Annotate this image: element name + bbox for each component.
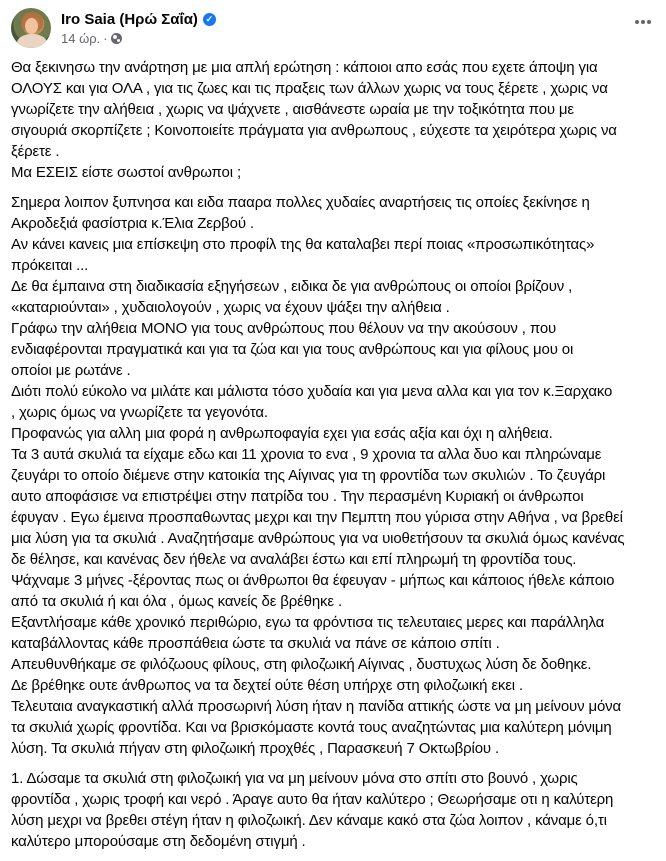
post-meta: [61, 31, 122, 46]
post-text-line: οποίοι με ρωτάνε .: [11, 362, 131, 379]
author-row: [61, 11, 216, 28]
post-text-line: ΟΛΟΥΣ και για ΟΛΑ , για τις ζωες και τις πραξεις των άλλων χωρις να τους ξέρετε , χωρις να: [11, 80, 608, 97]
post-text-line: Ακροδεξιά φασίστρια κ.Έλια Ζερβού .: [11, 215, 254, 232]
post-body: [11, 57, 659, 861]
post-paragraph: [11, 192, 659, 759]
post-header: [11, 8, 651, 50]
post-text-line: Ψάχναμε 3 μήνες -ξέροντας πως οι άνθρωποι θα έφευγαν - μήπως και κάποιος ήθελε κάποιο: [11, 572, 615, 589]
verified-badge-icon: ✓: [203, 13, 216, 26]
post-text-line: Αν κάνει κανεις μια επίσκεψη στο προφίλ της θα καταλαβει περί ποιας «προσωπικότητας»: [11, 236, 595, 253]
more-options-icon[interactable]: [635, 20, 651, 24]
more-dot: [635, 20, 639, 24]
post-text-line: Θα ξεκινησω την ανάρτηση με μια απλή ερώτηση : κάποιοι απο εσάς που εχετε άποψη για: [11, 59, 598, 76]
avatar-body: [17, 34, 47, 48]
post-text-line: λύση μεχρι να βρεθει στέγη ήταν η φιλοζωική. Δεν κάναμε κακό στα ζώα λοιπον , κάναμε ό,τι: [11, 812, 607, 829]
post-paragraph: [11, 57, 659, 183]
post-text-line: γνωρίζετε την αλήθεια , χωρις να ψάχνετε , αισθάνεστε ωραία με την τοξικότητα που με: [11, 101, 574, 118]
post-text-line: ξέρετε .: [11, 143, 60, 160]
more-dot: [641, 20, 645, 24]
post-text-line: Δε θα έμπαινα στη διαδικασία εξηγήσεων , ειδικα δε για ανθρώπους οι οποίοι βρίζουν ,: [11, 278, 573, 295]
post-text-line: μια λύση για τα σκυλιά . Αναζητήσαμε ανθρώπους για να υιοθετήσουν τα σκυλιά όμως κανένας: [11, 530, 625, 547]
post-text-line: καλύτερο μπορούσαμε στη δεδομένη στιγμή .: [11, 833, 306, 850]
post-text-line: «καταριούνται» , χυδαιολογούν , χωρις να έχουν ψάξει την αλήθεια .: [11, 299, 450, 316]
globe-icon[interactable]: [111, 33, 122, 44]
post-text-line: Μα ΕΣΕΙΣ είστε σωστοί ανθρωποι ;: [11, 164, 241, 181]
author-avatar[interactable]: [11, 8, 51, 48]
post-text-line: καταβάλλοντας κάθε προσπάθεια ώστε τα σκυλιά να πάνε σε κάποιο σπίτι .: [11, 635, 500, 652]
post-text-line: Τελευταια αναγκαστική αλλά προσωρινή λύση ήταν η πανίδα αττικής ώστε να μη μείνουν μόνα: [11, 698, 622, 715]
post-text-line: 1. Δώσαμε τα σκυλιά στη φιλοζωική για να μη μείνουν μόνα στο σπίτι στο βουνό , χωρις: [11, 770, 578, 787]
post-text-line: Διότι πολύ εύκολο να μιλάτε και μάλιστα τόσο χυδαία και για μενα αλλα και για τον κ.Ξαρχακο: [11, 383, 613, 400]
meta-separator: ·: [103, 31, 108, 46]
post-timestamp[interactable]: 14 ώρ.: [61, 31, 101, 46]
post-text-line: Γράφω την αλήθεια ΜΟΝΟ για τους ανθρώπους που θέλουν να την ακούσουν , που: [11, 320, 557, 337]
post-text-line: αυτο αποφάσισε να επιστρέψει στην πατρίδα του . Την περασμένη Κυριακή οι άνθρωποι: [11, 488, 584, 505]
author-name[interactable]: Iro Saia (Ηρώ Σαΐα): [61, 11, 198, 28]
post-text-line: έφυγαν . Εγω έμεινα προσπαθωντας μεχρι και την Πεμπτη που γύρισα στην Αθήνα , να βρεθεί: [11, 509, 623, 526]
post-paragraph: [11, 768, 659, 852]
post-text-line: φροντίδα , χωρις τροφή και νερό . Άραγε αυτο θα ήταν καλύτερο ; Θεωρήσαμε οτι η καλύτερη: [11, 791, 614, 808]
post-text-line: τα σκυλιά χωρίς φροντίδα. Και να βρισκόμαστε κοντά τους αναζητώντας μια καλύτερη μόνιμη: [11, 719, 612, 736]
post-text-line: , χωρις όμως να γνωρίζετε τα γεγονότα.: [11, 404, 268, 421]
post-text-line: Τα 3 αυτά σκυλιά τα είχαμε εδω και 11 χρονια το ενα , 9 χρονια τα αλλα δυο και πληρώναμε: [11, 446, 602, 463]
post-text-line: ζευγάρι το οποίο διέμενε στην κατοικία της Αίγινας για τη φροντίδα των σκυλιών . Το ζευγάρι: [11, 467, 606, 484]
post-text-line: Εξαντλήσαμε κάθε χρονικό περιθώριο, εγω τα φρόντισα τις τελευταιες μερες και παράλληλα: [11, 614, 605, 631]
more-dot: [647, 20, 651, 24]
post-text-line: Απευθυνθήκαμε σε φιλόζωους φίλους, στη φιλοζωική Αίγινας , δυστυχως λύση δε δοθηκε.: [11, 656, 592, 673]
post-text-line: ενδιαφέρονται πραγματικά και για τα ζώα και για τους ανθρώπους και για φίλους μου οι: [11, 341, 574, 358]
post-text-line: από τα σκυλιά ή και όλα , όμως κανείς δε βρέθηκε .: [11, 593, 342, 610]
post-text-line: λύση. Τα σκυλιά πήγαν στη φιλοζωική προχθές , Παρασκευή 7 Οκτωβρίου .: [11, 740, 500, 757]
post-text-line: Σημερα λοιπον ξυπνησα και ειδα πααρα πολλες χυδαίες αναρτήσεις τις οποίες ξεκίνησε η: [11, 194, 590, 211]
post-text-line: σιγουριά σκορπίζετε ; Κοινοποιείτε πράγματα για ανθρωπους , εύχεστε τα χειρότερα χωρις να: [11, 122, 617, 139]
post-text-line: Δε βρέθηκε ουτε άνθρωπος να τα δεχτεί ούτε θέση υπήρχε στη φιλοζωική εκει .: [11, 677, 524, 694]
avatar-face: [25, 18, 38, 34]
post-text-line: πρόκειται ...: [11, 257, 89, 274]
post-text-line: Προφανώς για αλλη μια φορά η ανθρωποφαγία εχει για εσάς αξία και όχι η αλήθεια.: [11, 425, 553, 442]
post-text-line: δε θέλησε, και κανένας δεν ήθελε να αναλάβει έστω και επί πληρωμή τη φροντίδα τους.: [11, 551, 577, 568]
